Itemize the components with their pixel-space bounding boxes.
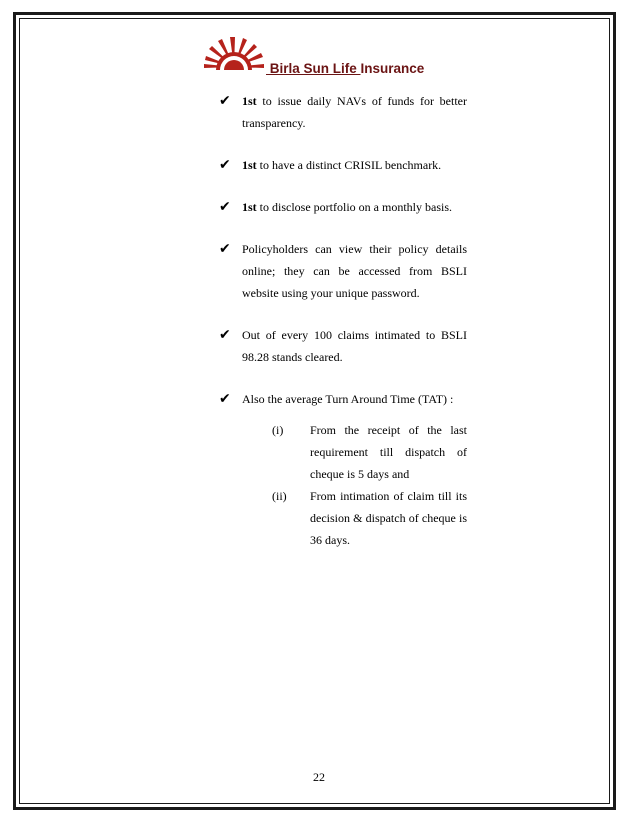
sub-list-item <box>219 485 467 551</box>
bullet-text: Also the average Turn Around Time (TAT) : <box>242 392 454 406</box>
list-item <box>219 90 467 134</box>
list-item <box>219 154 467 176</box>
check-mark-icon: ✔ <box>219 93 231 109</box>
check-mark-icon: ✔ <box>219 241 231 257</box>
bullet-text: Out of every 100 claims intimated to BSLI 98.28 stands cleared. <box>242 328 467 364</box>
list-item <box>219 324 467 368</box>
bullet-text: to issue daily NAVs of funds for better transparency. <box>242 94 467 130</box>
company-name <box>266 61 424 76</box>
bullet-bold: 1st <box>242 158 257 172</box>
check-mark-icon: ✔ <box>219 391 231 407</box>
check-mark-icon: ✔ <box>219 327 231 343</box>
list-item <box>219 388 467 410</box>
sub-item-text: From the receipt of the last requirement till dispatch of cheque is 5 days and <box>310 423 467 481</box>
bullet-text: to disclose portfolio on a monthly basis. <box>256 200 452 214</box>
page-number: 22 <box>313 770 325 784</box>
rising-sun-logo-icon <box>203 37 265 71</box>
page-header <box>203 37 463 75</box>
page-content <box>219 90 467 551</box>
bullet-text: Policyholders can view their policy details online; they can be accessed from BSLI website using your unique password. <box>242 242 467 300</box>
sub-item-text: From intimation of claim till its decision & dispatch of cheque is 36 days. <box>310 489 467 547</box>
sub-item-label: (i) <box>272 423 284 437</box>
bullet-text: to have a distinct CRISIL benchmark. <box>256 158 442 172</box>
company-name-prefix: Birla Sun Life <box>266 61 361 76</box>
check-mark-icon: ✔ <box>219 199 231 215</box>
bullet-bold: 1st <box>242 94 257 108</box>
sub-item-label: (ii) <box>272 489 287 503</box>
list-item <box>219 238 467 304</box>
bullet-bold: 1st <box>242 200 257 214</box>
sub-list-item <box>219 419 467 485</box>
list-item <box>219 196 467 218</box>
company-name-suffix: Insurance <box>360 61 425 76</box>
check-mark-icon: ✔ <box>219 157 231 173</box>
